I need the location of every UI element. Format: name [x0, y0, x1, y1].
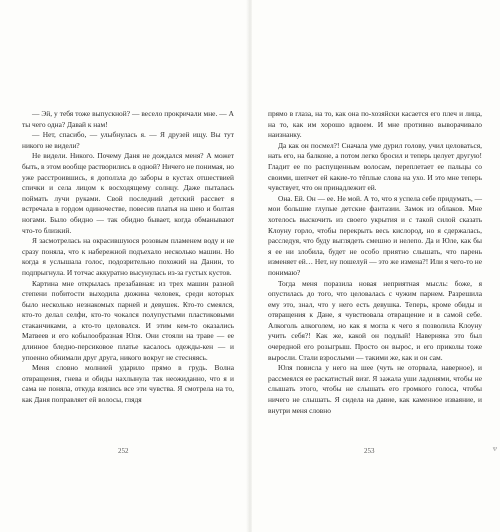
paragraph: Не видели. Никого. Почему Даня не дождался меня? А может быть, в этом вообще растворились в одной? Ничего не понимая, но уже расстроившись, я доползла до заборы в кустах отшествией спички и села лицом к восходящему солнцу. Даже пыталась поймать лучи руками. Свой последний детский рассвет я встречала в гордом одиночестве, повесив платья на шею и болтая ногами. Было обидно — так обидно бывает, когда обманывают что-то близкий. [22, 151, 234, 235]
paragraph: Юля повисла у него на шее (чуть не оторвала, наверное), и рассмеялся ее раскатистый визг. Я зажала уши ладонями, чтобы не слышать этого, чтобы не слышать его громкого голоса, чтобы ничего не слышать. Я сидела на давие, как каменное изваяние, и внутри меня словно [268, 363, 482, 415]
edge-mark: Ψ [492, 447, 497, 453]
paragraph: Меня словно молнией ударило прямо в грудь. Волна отвращения, гнева и обиды нахлынула так неожиданно, что я и сама не поняла, откуда взялись все эти чувства. Я смотрела на то, как Даня поправляет ей волосы, глядя [22, 363, 234, 405]
paragraph: Картина мне открылась презабавная: из трех машин разной степени побитости выходила дюжина человек, среди которых было несколько незнакомых парней и девушек. Кто-то смеялся, кто-то делал селфи, кто-то чокался полупустыми пластиковыми стаканчиками, а кто-то целовался. И этим кем-то оказались Матвеев и его кобылообразная Юля. Они стояли на траве — ее длинное бледно-персиковое платье касалось одежды-кен — и упоенно обнимали друг друга, никого вокруг не стесняясь. [22, 278, 234, 362]
paragraph: Да как он посмел?! Сначала уме дурил голову, учил целоваться, нать его, на балконе, а потом легко бросил и теперь целует другую! Гладит ее по распущенным волосам, переплетает ее пальцы со своими, шепчет ей какие-то тёплые слова на ухо. И это мне теперь чувствует, что он принадлежит ей. [268, 140, 482, 193]
paragraph: Она. Ей. Он — ее. Не мой. А то, что я успела себе придумать, — мои большие глупые детские фантазии. Замок из облаков. Мне хотелось выскочить из своего укрытия и с такой силой сказать Клоуну горло, чтобы перекрыть весь кислород, но я сдержалась, расследуя, что буду выглядеть смешно и нелепо. Да и Юле, как бы я ее ни злобила, будет не особо приятно слышать, что парень изменяет ей… Нет, ну пошелуй — это же измена?! Или я чего-то не понимаю? [268, 193, 482, 277]
paragraph: Я засмотрелась на окрасившуюся розовым пламенем воду и не сразу поняла, что к набережной подъехало несколько машин. Но когда я услышала голос, подозрительно похожий на Данин, то подпрыгнула. И тотчас аккуратно высунулась из-за густых кустов. [22, 236, 234, 277]
paragraph: Тогда меня поразила новая неприятная мысль: боже, я опустилась до того, что целовалась с чужим парнем. Разрешила ему это, знал, что у него есть девушка. Теперь, кроме обиды и отвращения к Дане, я чувствовала отвращение и в самой себе. Алкоголь алкоголем, но как я могла к чего я позволила Клоуну учить себя?! Как же, какой он подлый! Наверняка это был очередной его розыгрыш. Просто он вырос, и его приколы тоже выросли. Стали взрослыми — такими же, как и он сам. [268, 278, 482, 362]
page-number-right: 253 [364, 447, 375, 455]
paragraph: — Нет, спасибо, — улыбнулась я. — Я друзей ищу. Вы тут никого не видели? [22, 130, 234, 150]
paragraph: прямо в глаза, на то, как она по-хозяйски касается его плеч и лица, на то, как им хорошо вдвоем. И мне противно выворачивало наизнанку. [268, 109, 482, 140]
left-page [0, 0, 248, 532]
page-number-left: 252 [118, 447, 129, 455]
left-page-text [22, 109, 234, 406]
right-page-text [268, 109, 482, 416]
paragraph: — Эй, у тебя тоже выпускной? — весело прокричали мне. — А ты чего одна? Давай к нам! [22, 109, 234, 129]
right-page [252, 0, 500, 532]
